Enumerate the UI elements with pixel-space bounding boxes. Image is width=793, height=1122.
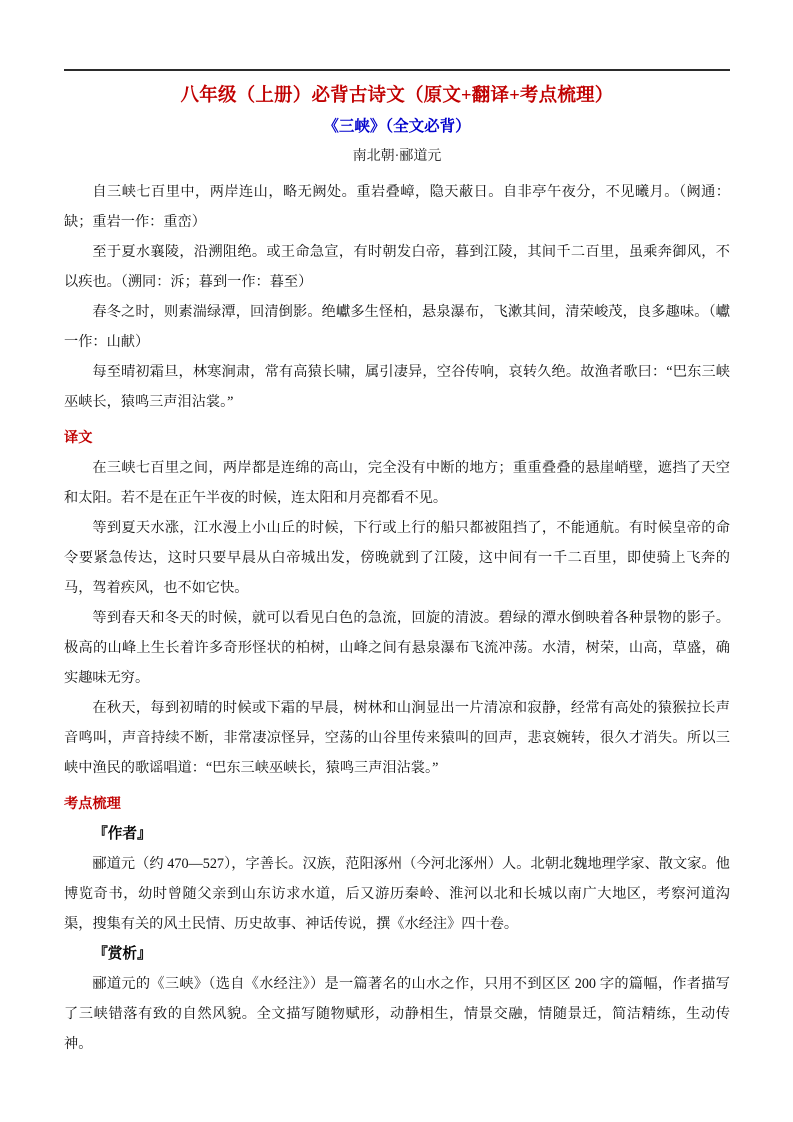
original-paragraph: 自三峡七百里中，两岸连山，略无阙处。重岩叠嶂，隐天蔽日。自非亭午夜分，不见曦月。（阙通：缺；重岩一作：重峦） <box>64 184 730 230</box>
translation-paragraph: 在三峡七百里之间，两岸都是连绵的高山，完全没有中断的地方；重重叠叠的悬崖峭壁，遮挡了天空和太阳。若不是在正午半夜的时候，连太阳和月亮都看不见。 <box>64 460 730 506</box>
key-points-heading: 考点梳理 <box>64 796 121 812</box>
key-points-section <box>64 789 730 1059</box>
page-title: 八年级（上册）必背古诗文（原文+翻译+考点梳理） <box>180 86 614 106</box>
appreciation-subsection-label: 『赏析』 <box>93 946 152 962</box>
page-content <box>64 0 730 1059</box>
header-divider <box>64 69 730 71</box>
original-paragraph: 春冬之时，则素湍绿潭，回清倒影。绝巘多生怪柏，悬泉瀑布，飞漱其间，清荣峻茂，良多趣味。（巘一作：山献） <box>64 304 730 350</box>
original-text-section <box>64 177 730 417</box>
translation-paragraph: 在秋天，每到初晴的时候或下霜的早晨，树林和山涧显出一片清凉和寂静，经常有高处的猿猴拉长声音鸣叫，声音持续不断，非常凄凉怪异，空荡的山谷里传来猿叫的回声，悲哀婉转，很久才消失。所以三峡中渔民的歌谣唱道：“巴东三峡巫峡长，猿鸣三声泪沾裳。” <box>64 700 730 776</box>
appreciation-paragraph: 郦道元的《三峡》（选自《水经注》）是一篇著名的山水之作，只用不到区区 200 字的篇幅，作者描写了三峡错落有致的自然风貌。全文描写随物赋形，动静相生，情景交融，情随景迁，简洁精练，生动传神。 <box>64 976 730 1052</box>
author-byline: 南北朝·郦道元 <box>352 149 442 164</box>
translation-section <box>64 423 730 783</box>
author-subsection-label: 『作者』 <box>93 826 152 842</box>
translation-paragraph: 等到夏天水涨，江水漫上小山丘的时候，下行或上行的船只都被阻挡了，不能通航。有时候皇帝的命令要紧急传达，这时只要早晨从白帝城出发，傍晚就到了江陵，这中间有一千二百里，即使骑上飞奔的马，驾着疾风，也不如它快。 <box>64 520 730 596</box>
translation-heading: 译文 <box>64 430 93 446</box>
page-subtitle: 《三峡》（全文必背） <box>323 118 471 135</box>
translation-paragraph: 等到春天和冬天的时候，就可以看见白色的急流，回旋的清波。碧绿的潭水倒映着各种景物的影子。极高的山峰上生长着许多奇形怪状的柏树，山峰之间有悬泉瀑布飞流冲荡。水清，树荣，山高，草盛，确实趣味无穷。 <box>64 610 730 686</box>
author-paragraph: 郦道元（约 470—527），字善长。汉族，范阳涿州（今河北涿州）人。北朝北魏地理学家、散文家。他博览奇书，幼时曾随父亲到山东访求水道，后又游历秦岭、淮河以北和长城以南广大地区，考察河道沟渠，搜集有关的风土民情、历史故事、神话传说，撰《水经注》四十卷。 <box>64 856 730 932</box>
original-paragraph: 至于夏水襄陵，沿溯阻绝。或王命急宣，有时朝发白帝，暮到江陵，其间千二百里，虽乘奔御风，不以疾也。（溯同：泝；暮到一作：暮至） <box>64 244 730 290</box>
original-paragraph: 每至晴初霜旦，林寒涧肃，常有高猿长啸，属引凄异，空谷传响，哀转久绝。故渔者歌曰：“巴东三峡巫峡长，猿鸣三声泪沾裳。” <box>64 364 730 410</box>
